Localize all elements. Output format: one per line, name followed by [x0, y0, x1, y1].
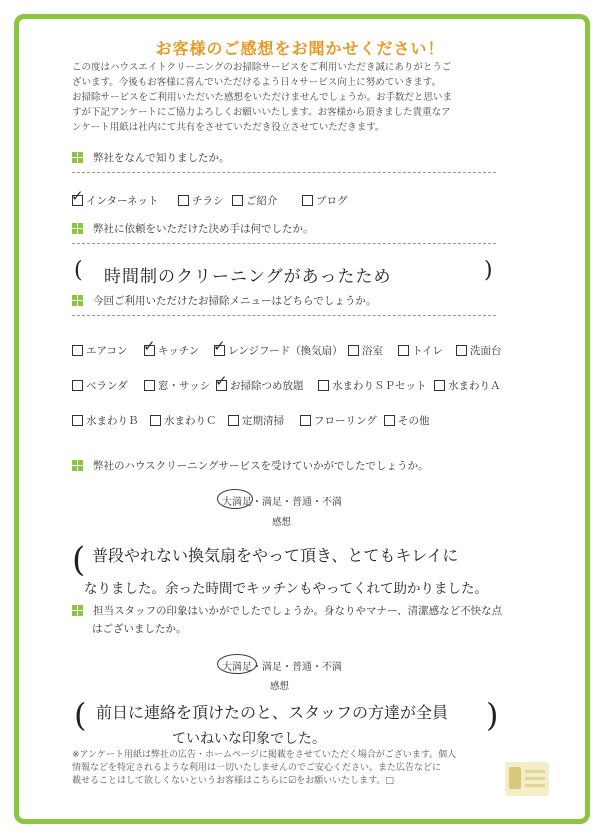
option-window-sash[interactable]	[144, 378, 210, 393]
q4-rating-scale: 大満足・満足・普通・不満	[222, 497, 342, 508]
option-flyer[interactable]	[178, 193, 224, 208]
option-all-you-can-clean[interactable]	[215, 372, 304, 393]
option-label: 水まわりＳＰセット	[332, 380, 427, 392]
question-2-text: 弊社に依頼をいただけた決め手は何でしたか。	[93, 223, 314, 235]
q4-answer-line-2: なりました。余った時間でキッチンもやってくれて助かりました。	[84, 581, 489, 597]
option-water-sp-set[interactable]	[318, 378, 427, 393]
option-label: キッチン	[158, 345, 200, 357]
option-label: ご紹介	[246, 195, 278, 207]
q4-comment-label: 感想	[272, 517, 292, 528]
checkbox[interactable]	[398, 345, 409, 356]
checkbox[interactable]	[434, 380, 445, 391]
intro-line: お掃除サービスをご利用いただいた感想をいただけませんでしょうか。お手数だと思いま	[72, 92, 453, 103]
question-2	[72, 221, 314, 236]
checkmark-icon: ✓	[213, 337, 226, 355]
option-label: エアコン	[86, 345, 128, 357]
rating-circle-mark	[217, 489, 253, 509]
option-flooring[interactable]	[300, 413, 377, 428]
green-squares-icon	[72, 460, 83, 471]
option-label: 定期清掃	[242, 415, 284, 427]
q4-answer-line-1: 普段やれない換気扇をやって頂き、とてもキレイに	[92, 546, 459, 565]
option-toilet[interactable]	[398, 343, 443, 358]
question-1	[72, 150, 230, 165]
option-washstand[interactable]	[456, 343, 502, 358]
checkbox[interactable]	[348, 345, 359, 356]
q2-handwritten-answer: 時間制のクリーニングがあったため	[104, 267, 392, 287]
note-line: ※アンケート用紙は弊社の広告・ホームページに掲載をさせていただく場合がございます。個人	[72, 750, 457, 760]
checkbox[interactable]	[300, 415, 311, 426]
q5-answer-line-2: ていねいな印象でした。	[172, 731, 326, 747]
checkbox[interactable]	[318, 380, 329, 391]
option-label: 洗面台	[470, 345, 502, 357]
checkbox[interactable]	[302, 195, 313, 206]
question-5-cont	[92, 621, 187, 636]
intro-line: ざいます。今後もお客様に喜んでいただけるよう日々サービス向上に努めていきます。	[72, 77, 441, 88]
checkbox[interactable]	[150, 415, 161, 426]
footer-note	[72, 749, 502, 788]
option-kitchen[interactable]	[143, 337, 200, 358]
note-line: 載せることはして欲しくないというお客様はこちらに☑をお願いいたします。□	[72, 776, 394, 786]
company-logo	[505, 762, 549, 796]
dashed-rule	[72, 172, 496, 173]
q5-comment-label: 感想	[270, 681, 290, 692]
option-label: レンジフード（換気扇）	[228, 345, 343, 357]
checkbox[interactable]	[384, 415, 395, 426]
option-label: 浴室	[362, 345, 383, 357]
option-aircon[interactable]	[72, 343, 127, 358]
option-label: ブログ	[316, 195, 348, 207]
rating-circle-mark	[217, 654, 257, 674]
option-bathroom[interactable]	[348, 343, 383, 358]
option-label: 水まわりＢ	[86, 415, 139, 427]
open-paren: (	[74, 258, 83, 283]
question-5-text-line-1: 担当スタッフの印象はいかがでしたでしょうか。身なりやマナー、清潔感など不快な点	[93, 605, 503, 617]
dashed-rule	[72, 315, 496, 316]
checkbox[interactable]	[71, 187, 84, 206]
checkbox[interactable]	[72, 415, 83, 426]
checkmark-icon: ✓	[215, 372, 228, 390]
intro-line: ンケート用紙は社内にて共有をさせていただき役立させていただきます。	[72, 122, 385, 133]
question-3-text: 今回ご利用いただけたお掃除メニューはどちらでしょうか。	[93, 295, 377, 307]
checkbox[interactable]	[215, 372, 228, 391]
close-paren: )	[486, 696, 499, 734]
close-paren: )	[484, 258, 493, 283]
question-3	[72, 293, 376, 308]
question-4-text: 弊社のハウスクリーニングサービスを受けていかがでしたでしょうか。	[93, 460, 429, 472]
q5-answer-line-1: 前日に連絡を頂けたのと、スタッフの方達が全員	[96, 703, 449, 722]
option-label: 水まわりＡ	[448, 380, 501, 392]
option-water-c[interactable]	[150, 413, 217, 428]
green-squares-icon	[72, 295, 83, 306]
checkbox[interactable]	[143, 337, 156, 356]
question-4	[72, 458, 428, 473]
green-squares-icon	[72, 223, 83, 234]
logo-line	[525, 777, 545, 780]
option-blog[interactable]	[302, 193, 348, 208]
option-water-b[interactable]	[72, 413, 139, 428]
option-water-a[interactable]	[434, 378, 501, 393]
open-paren: (	[74, 696, 87, 734]
checkbox[interactable]	[228, 415, 239, 426]
option-label: 窓・サッシ	[158, 380, 211, 392]
intro-text	[72, 60, 542, 135]
option-label: インターネット	[86, 195, 159, 207]
question-1-text: 弊社をなんで知りましたか。	[93, 152, 230, 164]
question-5	[72, 603, 502, 618]
option-range-hood[interactable]	[213, 337, 343, 358]
logo-line	[525, 784, 545, 787]
option-label: その他	[398, 415, 430, 427]
logo-line	[525, 770, 545, 773]
dashed-rule	[72, 243, 496, 244]
checkbox[interactable]	[178, 195, 189, 206]
option-veranda[interactable]	[72, 378, 128, 393]
logo-mark-icon	[509, 767, 521, 789]
checkmark-icon: ✓	[143, 337, 156, 355]
q5-rating-scale: 大満足・満足・普通・不満	[222, 662, 342, 673]
checkbox[interactable]	[456, 345, 467, 356]
option-internet[interactable]	[71, 187, 159, 208]
checkmark-icon: ✓	[71, 187, 84, 205]
checkbox[interactable]	[144, 380, 155, 391]
green-squares-icon	[72, 605, 83, 616]
checkbox[interactable]	[72, 345, 83, 356]
green-squares-icon	[72, 152, 83, 163]
option-regular-cleaning[interactable]	[228, 413, 284, 428]
intro-line: この度はハウスエイトクリーニングのお掃除サービスをご利用いただき誠にありがとうご	[72, 62, 452, 73]
question-5-text-line-2: はございましたか。	[92, 623, 187, 635]
option-label: ベランダ	[86, 380, 128, 392]
open-paren: (	[72, 540, 86, 580]
checkbox[interactable]	[72, 380, 83, 391]
option-label: 水まわりＣ	[164, 415, 217, 427]
option-label: フローリング	[314, 415, 377, 427]
intro-line: すが下記アンケートにご協力よろしくお願いいたします。お客様から頂きました貴重なア	[72, 107, 451, 118]
note-line: 情報などを特定されるような利用は一切いたしませんのでご安心ください。また広告などに	[72, 763, 442, 773]
option-other[interactable]	[384, 413, 430, 428]
option-referral[interactable]	[232, 193, 278, 208]
option-label: トイレ	[412, 345, 443, 357]
checkbox[interactable]	[232, 195, 243, 206]
option-label: チラシ	[192, 195, 224, 207]
checkbox[interactable]	[213, 337, 226, 356]
page-title: お客様のご感想をお聞かせください！	[155, 39, 445, 58]
option-label: お掃除つめ放題	[230, 380, 304, 392]
